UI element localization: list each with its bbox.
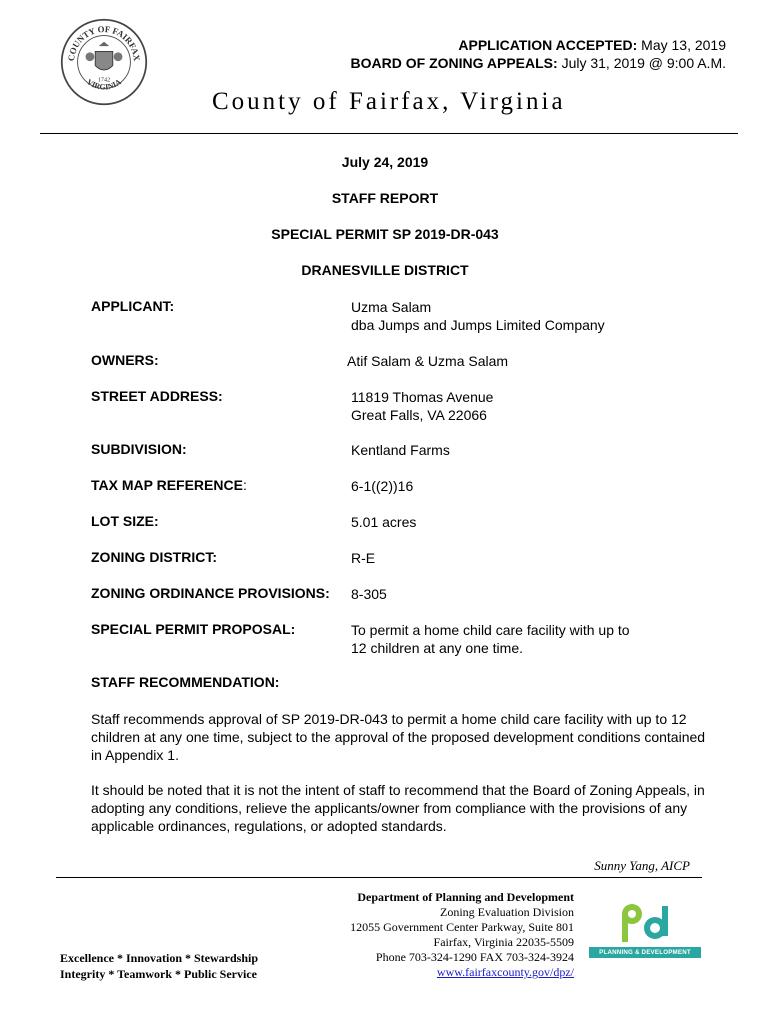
zoning-district-label: ZONING DISTRICT: — [91, 549, 217, 565]
planning-development-logo — [589, 900, 703, 962]
department-contact-block — [350, 890, 574, 980]
report-type: STAFF REPORT — [331, 190, 439, 206]
header-divider — [40, 133, 738, 134]
applicant-value — [351, 298, 605, 334]
svg-text:VIRGINIA: VIRGINIA — [85, 77, 123, 92]
phone-fax: Phone 703-324-1290 FAX 703-324-3924 — [375, 950, 574, 964]
ordinance-label: ZONING ORDINANCE PROVISIONS: — [91, 585, 330, 601]
permit-number: SPECIAL PERMIT SP 2019-DR-043 — [271, 226, 499, 242]
applicant-dba: dba Jumps and Jumps Limited Company — [351, 317, 605, 333]
tax-map-value: 6-1((2))16 — [351, 478, 414, 494]
proposal-line-2: 12 children at any one time. — [351, 640, 523, 656]
county-title: County of Fairfax, Virginia — [212, 88, 566, 115]
application-accepted-value: May 13, 2019 — [641, 37, 726, 53]
owners-label: OWNERS: — [91, 352, 159, 368]
county-seal-logo — [60, 18, 148, 106]
pd-mark-icon — [589, 900, 703, 946]
lot-size-value: 5.01 acres — [351, 514, 417, 530]
recommendation-paragraph-1: Staff recommends approval of SP 2019-DR-043 to permit a home child care facility with up to 12 children at any one time, subject to the approval of the proposed development conditions contained in Appendix 1. — [91, 711, 706, 763]
proposal-line-1: To permit a home child care facility with up to — [351, 622, 630, 638]
street-line-1: 11819 Thomas Avenue — [351, 389, 494, 405]
signature: Sunny Yang, AICP — [594, 858, 690, 873]
street-line-2: Great Falls, VA 22066 — [351, 407, 487, 423]
address-line-1: 12055 Government Center Parkway, Suite 801 — [350, 920, 574, 934]
department-name: Department of Planning and Development — [357, 890, 574, 904]
applicant-label: APPLICANT: — [91, 298, 175, 314]
svg-text:COUNTY OF FAIRFAX: COUNTY OF FAIRFAX — [65, 23, 143, 62]
street-address-value — [351, 388, 493, 424]
subdivision-value: Kentland Farms — [351, 442, 450, 458]
website-link[interactable]: www.fairfaxcounty.gov/dpz/ — [436, 965, 574, 979]
zoning-district-value: R-E — [351, 550, 376, 566]
street-address-label: STREET ADDRESS: — [91, 388, 223, 404]
bza-line — [351, 54, 726, 72]
lot-size-label: LOT SIZE: — [91, 513, 159, 529]
svg-text:1742: 1742 — [97, 77, 111, 84]
district-name: DRANESVILLE DISTRICT — [301, 262, 469, 278]
footer-divider — [56, 877, 702, 878]
ordinance-value: 8-305 — [351, 586, 387, 602]
recommendation-heading: STAFF RECOMMENDATION: — [91, 674, 280, 690]
division-name: Zoning Evaluation Division — [440, 905, 574, 919]
application-accepted-line — [351, 36, 726, 54]
subdivision-label: SUBDIVISION: — [91, 441, 187, 457]
proposal-value — [351, 621, 630, 657]
pd-logo-text: PLANNING & DEVELOPMENT — [589, 947, 701, 958]
recommendation-paragraph-2: It should be noted that it is not the intent of staff to recommend that the Board of Zoning Appeals, in adopting any conditions, relieve the applicants/owner from compliance with the provisions of any applicable ordinances, regulations, or adopted standards. — [91, 782, 705, 834]
owners-value: Atif Salam & Uzma Salam — [347, 353, 509, 369]
bza-value: July 31, 2019 @ 9:00 A.M. — [561, 55, 726, 71]
application-accepted-label: APPLICATION ACCEPTED: — [458, 37, 638, 53]
motto-line-2: Integrity * Teamwork * Public Service — [60, 967, 257, 981]
proposal-label: SPECIAL PERMIT PROPOSAL: — [91, 621, 296, 637]
address-line-2: Fairfax, Virginia 22035-5509 — [433, 935, 574, 949]
bza-label: BOARD OF ZONING APPEALS: — [350, 55, 558, 71]
applicant-name: Uzma Salam — [351, 299, 432, 315]
county-motto — [60, 950, 258, 982]
report-date: July 24, 2019 — [341, 154, 429, 170]
tax-map-label: TAX MAP REFERENCE: — [91, 477, 247, 493]
application-header — [351, 36, 726, 72]
motto-line-1: Excellence * Innovation * Stewardship — [60, 951, 259, 965]
